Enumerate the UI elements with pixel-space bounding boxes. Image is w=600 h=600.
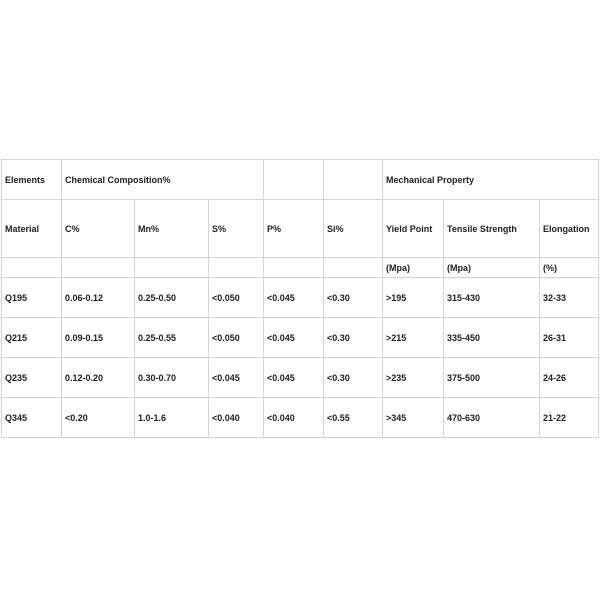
cell-material: Q235 [2,358,62,398]
unit-yield-point: (Mpa) [383,258,444,278]
unit-tensile-strength: (Mpa) [444,258,540,278]
column-header-elongation: Elongation [540,200,599,258]
cell-yield-point: >235 [383,358,444,398]
cell-material: Q215 [2,318,62,358]
empty-header-cell [324,160,383,200]
table-row [2,318,599,358]
cell-tensile-strength: 335-450 [444,318,540,358]
unit-cell [135,258,209,278]
table-row [2,278,599,318]
cell-p: <0.045 [264,358,324,398]
cell-mn: 0.25-0.55 [135,318,209,358]
cell-mn: 0.30-0.70 [135,358,209,398]
table-row [2,398,599,438]
unit-cell [264,258,324,278]
table-row [2,358,599,398]
cell-si: <0.30 [324,278,383,318]
elements-header: Elements [2,160,62,200]
cell-si: <0.30 [324,318,383,358]
column-header-material: Material [2,200,62,258]
cell-s: <0.040 [209,398,264,438]
cell-c: 0.09-0.15 [62,318,135,358]
cell-tensile-strength: 315-430 [444,278,540,318]
unit-cell [324,258,383,278]
cell-elongation: 32-33 [540,278,599,318]
cell-elongation: 24-26 [540,358,599,398]
cell-mn: 1.0-1.6 [135,398,209,438]
table-header-row [2,160,599,200]
unit-cell [209,258,264,278]
column-header-tensile-strength: Tensile Strength [444,200,540,258]
steel-spec-table [1,159,599,438]
table-unit-row [2,258,599,278]
mechanical-property-header: Mechanical Property [383,160,599,200]
cell-p: <0.040 [264,398,324,438]
cell-p: <0.045 [264,278,324,318]
cell-s: <0.050 [209,278,264,318]
cell-elongation: 26-31 [540,318,599,358]
cell-tensile-strength: 470-630 [444,398,540,438]
cell-material: Q345 [2,398,62,438]
chemical-composition-header: Chemical Composition% [62,160,264,200]
cell-c: <0.20 [62,398,135,438]
cell-tensile-strength: 375-500 [444,358,540,398]
unit-elongation: (%) [540,258,599,278]
cell-s: <0.050 [209,318,264,358]
cell-c: 0.12-0.20 [62,358,135,398]
column-header-mn: Mn% [135,200,209,258]
column-header-c: C% [62,200,135,258]
cell-si: <0.55 [324,398,383,438]
cell-mn: 0.25-0.50 [135,278,209,318]
cell-si: <0.30 [324,358,383,398]
cell-c: 0.06-0.12 [62,278,135,318]
cell-yield-point: >195 [383,278,444,318]
cell-material: Q195 [2,278,62,318]
empty-header-cell [264,160,324,200]
unit-cell [62,258,135,278]
cell-p: <0.045 [264,318,324,358]
table-subheader-row [2,200,599,258]
unit-cell [2,258,62,278]
cell-yield-point: >345 [383,398,444,438]
column-header-s: S% [209,200,264,258]
cell-elongation: 21-22 [540,398,599,438]
column-header-yield-point: Yield Point [383,200,444,258]
column-header-si: Si% [324,200,383,258]
cell-s: <0.045 [209,358,264,398]
cell-yield-point: >215 [383,318,444,358]
column-header-p: P% [264,200,324,258]
